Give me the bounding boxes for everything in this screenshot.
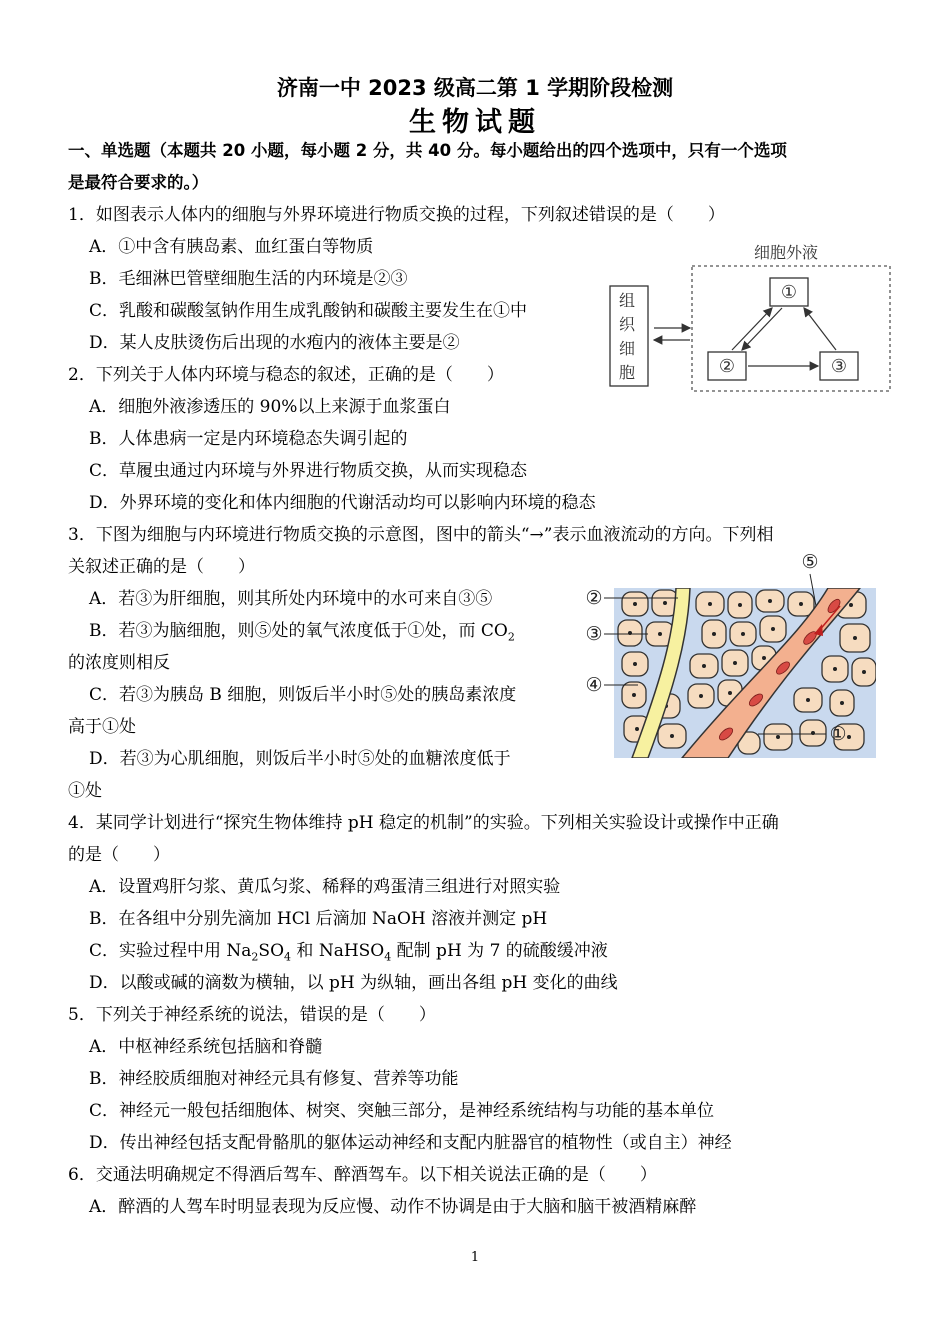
q3-stem-line2: 关叙述正确的是（ ） <box>68 557 255 577</box>
q1-fig-node1: ① <box>780 282 798 303</box>
q4-option-b: B．在各组中分别先滴加 HCl 后滴加 NaOH 溶液并测定 pH <box>89 909 548 929</box>
q1-fig-node3: ③ <box>830 356 848 377</box>
q1-option-a: A．①中含有胰岛素、血红蛋白等物质 <box>89 237 374 257</box>
q1-fig-arrow-3-to-1 <box>804 308 836 350</box>
q3-fig-label-1: ① <box>829 723 847 745</box>
q3-fig-label-4: ④ <box>585 674 603 696</box>
q2-stem: 2．下列关于人体内环境与稳态的叙述，正确的是（ ） <box>68 365 504 385</box>
q3-fig-label-3: ③ <box>585 623 603 645</box>
section-heading-line2: 是最符合要求的。） <box>68 173 209 192</box>
q1-fig-extracellular-label: 细胞外液 <box>753 243 819 262</box>
section-heading-line1: 一、单选题（本题共 20 小题，每小题 2 分，共 40 分。每小题给出的四个选项中，只有一个选项 <box>68 141 787 160</box>
q3-fig-label-5: ⑤ <box>801 551 819 573</box>
q4-stem-line2: 的是（ ） <box>68 845 170 865</box>
q4-stem-line1: 4．某同学计划进行“探究生物体维持 pH 稳定的机制”的实验。下列相关实验设计或操作中正确 <box>68 813 779 833</box>
q5-stem: 5．下列关于神经系统的说法，错误的是（ ） <box>68 1005 436 1025</box>
q1-option-d: D．某人皮肤烫伤后出现的水疱内的液体主要是② <box>89 333 460 353</box>
q1-fig-node2: ② <box>718 356 736 377</box>
q1-option-c: C．乳酸和碳酸氢钠作用生成乳酸钠和碳酸主要发生在①中 <box>89 301 528 321</box>
q5-option-a: A．中枢神经系统包括脑和脊髓 <box>89 1037 323 1057</box>
q3-option-b-line2: 的浓度则相反 <box>68 653 170 673</box>
q4-option-c: C．实验过程中用 $Na_2SO_4$ 和 NaHSO$_4$ 配制 pH 为 7 的硫酸缓冲液 <box>89 941 608 964</box>
q3-option-d-line2: ①处 <box>68 781 102 801</box>
q1-option-b: B．毛细淋巴管壁细胞生活的内环境是②③ <box>89 269 408 289</box>
q6-option-a: A．醉酒的人驾车时明显表现为反应慢、动作不协调是由于大脑和脑干被酒精麻醉 <box>89 1197 697 1217</box>
exam-school-title: 济南一中 2023 级高二第 1 学期阶段检测 <box>276 76 674 100</box>
q6-stem: 6．交通法明确规定不得酒后驾车、醉酒驾车。以下相关说法正确的是（ ） <box>68 1165 657 1185</box>
q3-option-a: A．若③为肝细胞，则其所处内环境中的水可来自③⑤ <box>89 589 493 609</box>
q2-option-d: D．外界环境的变化和体内细胞的代谢活动均可以影响内环境的稳态 <box>89 493 596 513</box>
q1-fig-arrow-2-to-1 <box>732 308 772 350</box>
q4-option-d: D．以酸或碱的滴数为横轴，以 pH 为纵轴，画出各组 pH 变化的曲线 <box>89 973 618 993</box>
q1-fig-tissue-label: 组织细胞 <box>619 291 636 382</box>
page-number: 1 <box>470 1250 480 1265</box>
q5-option-d: D．传出神经包括支配骨骼肌的躯体运动神经和支配内脏器官的植物性（或自主）神经 <box>89 1133 732 1153</box>
q1-fluid-exchange-diagram <box>606 238 896 396</box>
q3-option-b-line1: B．若③为脑细胞，则⑤处的氧气浓度低于①处，而 $CO_2$ <box>89 621 515 644</box>
q1-fig-arrow-1-to-2 <box>742 308 782 350</box>
q5-option-b: B．神经胶质细胞对神经元具有修复、营养等功能 <box>89 1069 459 1089</box>
q3-fig-label-2: ② <box>585 587 603 609</box>
q3-stem-line1: 3．下图为细胞与内环境进行物质交换的示意图，图中的箭头“→”表示血液流动的方向。下列相 <box>68 525 774 545</box>
q3-option-c-line1: C．若③为胰岛 B 细胞，则饭后半小时⑤处的胰岛素浓度 <box>89 685 517 705</box>
q4-option-a: A．设置鸡肝匀浆、黄瓜匀浆、稀释的鸡蛋清三组进行对照实验 <box>89 877 561 897</box>
q2-option-b: B．人体患病一定是内环境稳态失调引起的 <box>89 429 408 449</box>
q3-option-c-line2: 高于①处 <box>68 717 136 737</box>
q3-tissue-diagram <box>578 548 880 762</box>
exam-subject-title: 生物试题 <box>409 107 541 138</box>
q1-stem: 1．如图表示人体内的细胞与外界环境进行物质交换的过程，下列叙述错误的是（ ） <box>68 205 725 225</box>
q2-option-c: C．草履虫通过内环境与外界进行物质交换，从而实现稳态 <box>89 461 528 481</box>
q3-option-d-line1: D．若③为心肌细胞，则饭后半小时⑤处的血糖浓度低于 <box>89 749 511 769</box>
q2-option-a: A．细胞外液渗透压的 90%以上来源于血浆蛋白 <box>89 397 451 417</box>
q5-option-c: C．神经元一般包括细胞体、树突、突触三部分，是神经系统结构与功能的基本单位 <box>89 1101 715 1121</box>
